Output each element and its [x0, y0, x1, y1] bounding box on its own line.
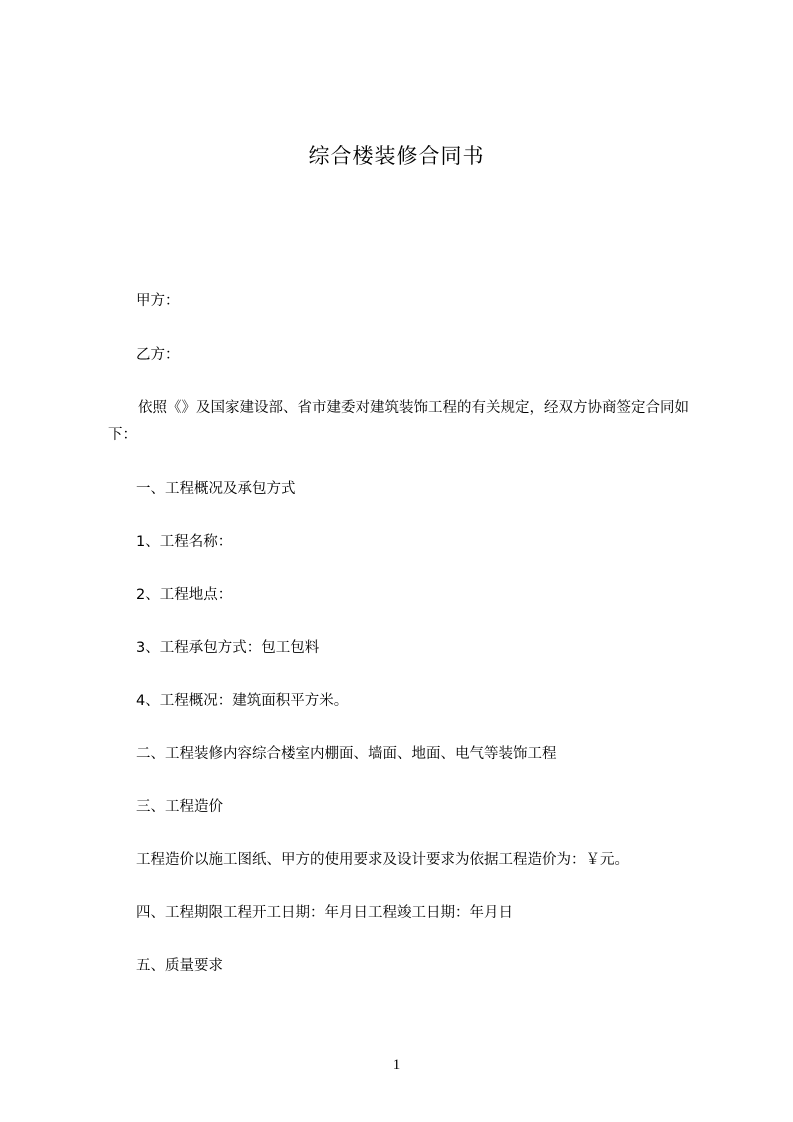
document-title: 综合楼装修合同书 [308, 144, 485, 168]
item-project-overview: 4、工程概况：建筑面积平方米。 [136, 693, 349, 709]
item-project-location: 2、工程地点： [136, 587, 233, 603]
section-heading-3: 三、工程造价 [136, 799, 223, 815]
section-heading-1: 一、工程概况及承包方式 [136, 481, 296, 497]
section-heading-4: 四、工程期限工程开工日期：年月日工程竣工日期：年月日 [136, 905, 513, 921]
page-number: 1 [392, 1057, 401, 1073]
section-heading-5: 五、质量要求 [136, 958, 223, 974]
item-project-name: 1、工程名称： [136, 534, 233, 550]
intro-paragraph: 依照《》及国家建设部、省市建委对建筑装饰工程的有关规定，经双方协商签定合同如下： [108, 400, 689, 443]
section-heading-2: 二、工程装修内容综合楼室内棚面、墙面、地面、电气等装饰工程 [136, 746, 557, 762]
party-b-line: 乙方： [136, 347, 180, 363]
cost-line: 工程造价以施工图纸、甲方的使用要求及设计要求为依据工程造价为：￥元。 [136, 852, 629, 868]
party-a-line: 甲方： [136, 293, 180, 309]
item-contract-method: 3、工程承包方式：包工包料 [136, 640, 320, 656]
